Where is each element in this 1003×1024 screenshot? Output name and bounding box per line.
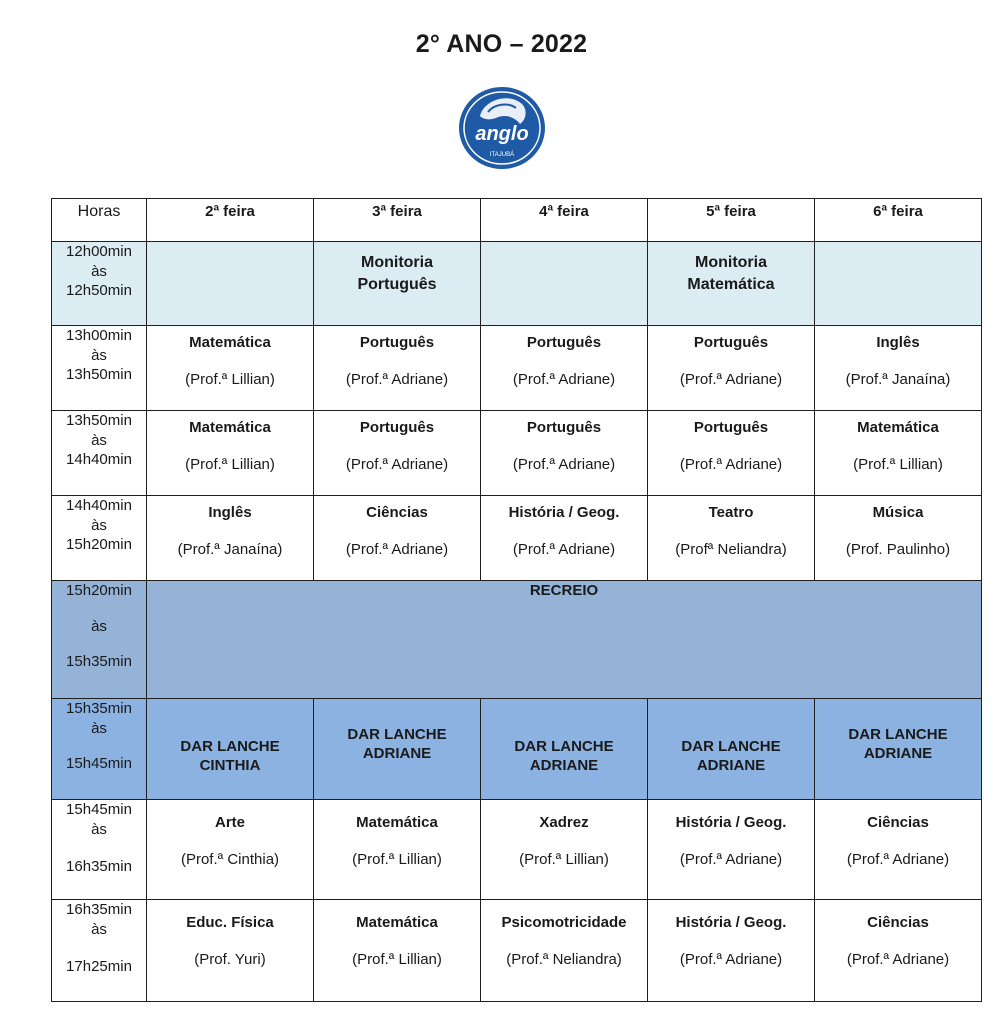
time-line: às <box>91 262 107 280</box>
teacher-name: (Prof.ª Adriane) <box>679 455 783 473</box>
schedule-cell <box>815 496 982 581</box>
time-line: às <box>91 820 107 838</box>
time-line: às <box>91 516 107 534</box>
schedule-cell <box>815 411 982 496</box>
subject-name: Inglês <box>208 504 252 521</box>
lanche-line: ADRIANE <box>529 757 599 774</box>
teacher-name: (Prof.ª Lillian) <box>352 850 442 868</box>
schedule-row <box>52 900 982 1002</box>
time-line: 13h50min <box>66 412 132 429</box>
teacher-name: (Prof.ª Janaína) <box>845 370 951 388</box>
subject-name: Psicomotricidade <box>501 914 627 931</box>
teacher-name: (Prof.ª Adriane) <box>679 370 783 388</box>
lanche-line: DAR LANCHE <box>180 737 280 755</box>
schedule-row <box>52 411 982 496</box>
subject-name: Música <box>872 504 924 521</box>
header-day: 3ª feira <box>314 199 481 242</box>
schedule-cell <box>815 800 982 900</box>
subject-name: Matemática <box>857 419 939 436</box>
monitoria-line: Português <box>357 275 437 293</box>
schedule-cell <box>815 900 982 1002</box>
teacher-name: (Prof.ª Lillian) <box>352 950 442 968</box>
time-cell <box>52 242 147 326</box>
time-line: 13h50min <box>66 366 132 383</box>
subject-name: História / Geog. <box>675 814 787 831</box>
schedule-cell <box>314 411 481 496</box>
lanche-line: ADRIANE <box>696 757 766 774</box>
schedule-cell <box>648 496 815 581</box>
schedule-cell <box>314 699 481 800</box>
header-day: 2ª feira <box>147 199 314 242</box>
schedule-row <box>52 326 982 411</box>
subject-name: Ciências <box>867 814 929 831</box>
teacher-name: (Profª Neliandra) <box>675 540 787 558</box>
subject-name: Português <box>693 334 769 351</box>
time-line: 16h35min <box>66 858 132 875</box>
schedule-row <box>52 581 982 699</box>
schedule-cell <box>147 326 314 411</box>
time-line: 15h20min <box>66 536 132 553</box>
time-line: 14h40min <box>66 451 132 468</box>
schedule-cell <box>147 900 314 1002</box>
lanche-line: DAR LANCHE <box>848 725 948 743</box>
subject-name: História / Geog. <box>508 504 620 521</box>
time-cell <box>52 900 147 1002</box>
time-line: 15h20min <box>66 582 132 599</box>
subject-name: Português <box>693 419 769 436</box>
teacher-name: (Prof. Paulinho) <box>845 540 951 558</box>
header-row <box>52 199 982 242</box>
time-line: 17h25min <box>66 958 132 975</box>
schedule-cell <box>648 900 815 1002</box>
schedule-cell <box>815 326 982 411</box>
schedule-row <box>52 699 982 800</box>
subject-name: Matemática <box>356 914 438 931</box>
schedule-row <box>52 242 982 326</box>
time-line: às <box>91 617 107 635</box>
teacher-name: (Prof.ª Adriane) <box>345 455 449 473</box>
lanche-line: ADRIANE <box>362 745 432 762</box>
time-line: 14h40min <box>66 497 132 514</box>
time-cell <box>52 581 147 699</box>
time-line: 16h35min <box>66 901 132 918</box>
time-line: 12h00min <box>66 243 132 260</box>
lanche-line: ADRIANE <box>863 745 933 762</box>
time-line: às <box>91 719 107 737</box>
subject-name: Matemática <box>356 814 438 831</box>
time-line: 15h45min <box>66 755 132 772</box>
time-line: às <box>91 346 107 364</box>
time-line: 13h00min <box>66 327 132 344</box>
monitoria-line: Matemática <box>687 275 775 293</box>
schedule-cell <box>147 411 314 496</box>
schedule-row <box>52 800 982 900</box>
subject-name: Português <box>359 334 435 351</box>
subject-name: Português <box>359 419 435 436</box>
subject-name: Educ. Física <box>186 914 274 931</box>
schedule-cell <box>648 242 815 326</box>
subject-name: Português <box>526 334 602 351</box>
schedule-cell <box>481 699 648 800</box>
header-day: 6ª feira <box>815 199 982 242</box>
time-cell <box>52 800 147 900</box>
lanche-line: DAR LANCHE <box>514 737 614 755</box>
teacher-name: (Prof.ª Adriane) <box>679 850 783 868</box>
subject-name: Xadrez <box>539 814 589 831</box>
subject-name: Matemática <box>189 419 271 436</box>
schedule-cell <box>648 411 815 496</box>
logo-text: anglo <box>475 123 529 145</box>
subject-name: Inglês <box>876 334 920 351</box>
schedule-table <box>51 198 982 1002</box>
teacher-name: (Prof.ª Adriane) <box>679 950 783 968</box>
teacher-name: (Prof.ª Adriane) <box>345 370 449 388</box>
time-line: às <box>91 920 107 938</box>
subject-name: Arte <box>214 814 245 831</box>
subject-name: Português <box>526 419 602 436</box>
schedule-cell <box>314 242 481 326</box>
schedule-cell <box>648 326 815 411</box>
schedule-cell <box>481 242 648 326</box>
schedule-cell <box>481 900 648 1002</box>
header-hours: Horas <box>52 199 147 242</box>
time-line: 15h35min <box>66 700 132 717</box>
subject-name: História / Geog. <box>675 914 787 931</box>
subject-name: Ciências <box>867 914 929 931</box>
subject-name: Matemática <box>189 334 271 351</box>
schedule-cell <box>314 900 481 1002</box>
schedule-cell <box>815 699 982 800</box>
schedule-cell <box>481 326 648 411</box>
time-line: às <box>91 431 107 449</box>
time-line: 15h35min <box>66 653 132 670</box>
schedule-cell <box>648 699 815 800</box>
time-cell <box>52 496 147 581</box>
monitoria-line: Monitoria <box>695 254 767 271</box>
teacher-name: (Prof.ª Lillian) <box>185 455 275 473</box>
schedule-cell <box>481 496 648 581</box>
teacher-name: (Prof.ª Neliandra) <box>506 950 622 968</box>
teacher-name: (Prof. Yuri) <box>194 950 266 968</box>
teacher-name: (Prof.ª Janaína) <box>177 540 283 558</box>
teacher-name: (Prof.ª Adriane) <box>512 455 616 473</box>
teacher-name: (Prof.ª Cinthia) <box>180 850 280 868</box>
schedule-row <box>52 496 982 581</box>
schedule-cell <box>314 496 481 581</box>
schedule-cell <box>481 411 648 496</box>
recreio-cell <box>147 581 982 699</box>
schedule-cell <box>147 699 314 800</box>
time-line: 12h50min <box>66 282 132 299</box>
time-cell <box>52 326 147 411</box>
lanche-line: CINTHIA <box>199 757 261 774</box>
schedule-cell <box>648 800 815 900</box>
teacher-name: (Prof.ª Adriane) <box>512 540 616 558</box>
schedule-cell <box>314 326 481 411</box>
time-cell <box>52 699 147 800</box>
schedule-cell <box>147 496 314 581</box>
subject-name: Teatro <box>708 504 754 521</box>
schedule-cell <box>481 800 648 900</box>
time-cell <box>52 411 147 496</box>
schedule-cell <box>147 800 314 900</box>
lanche-line: DAR LANCHE <box>347 725 447 743</box>
schedule-cell <box>815 242 982 326</box>
teacher-name: (Prof.ª Lillian) <box>853 455 943 473</box>
time-line: 15h45min <box>66 801 132 818</box>
teacher-name: (Prof.ª Adriane) <box>345 540 449 558</box>
header-day: 4ª feira <box>481 199 648 242</box>
anglo-logo <box>458 86 546 170</box>
header-day: 5ª feira <box>648 199 815 242</box>
teacher-name: (Prof.ª Adriane) <box>846 950 950 968</box>
teacher-name: (Prof.ª Lillian) <box>185 370 275 388</box>
logo-subtitle: ITAJUBÁ <box>489 152 515 158</box>
lanche-line: DAR LANCHE <box>681 737 781 755</box>
monitoria-line: Monitoria <box>361 254 433 271</box>
subject-name: Ciências <box>366 504 428 521</box>
recreio-label: RECREIO <box>529 582 599 599</box>
schedule-cell <box>314 800 481 900</box>
teacher-name: (Prof.ª Lillian) <box>519 850 609 868</box>
teacher-name: (Prof.ª Adriane) <box>846 850 950 868</box>
schedule-cell <box>147 242 314 326</box>
teacher-name: (Prof.ª Adriane) <box>512 370 616 388</box>
page-title: 2° ANO – 2022 <box>415 30 588 58</box>
